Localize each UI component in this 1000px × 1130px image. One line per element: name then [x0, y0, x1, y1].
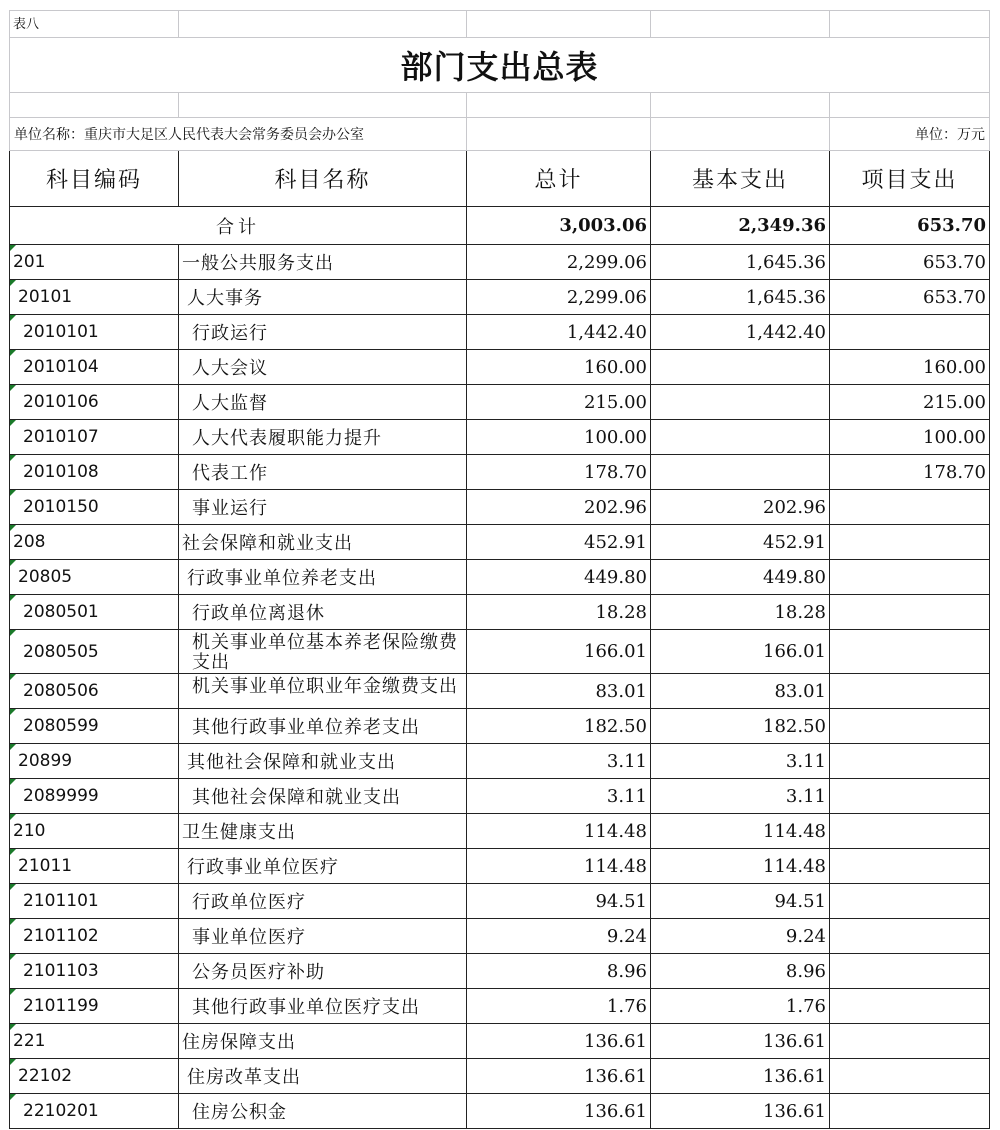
cell-code: 2010106	[10, 385, 179, 420]
table-row	[10, 560, 990, 595]
cell-total: 202.96	[467, 490, 651, 525]
cell-basic: 3.11	[651, 744, 830, 779]
cell-code: 2010107	[10, 420, 179, 455]
table-row	[10, 350, 990, 385]
cell-code: 2010101	[10, 315, 179, 350]
table-row	[10, 595, 990, 630]
total-basic: 2,349.36	[651, 207, 830, 245]
header-code: 科目编码	[10, 151, 179, 207]
cell-code: 21011	[10, 849, 179, 884]
cell-project	[830, 1094, 990, 1129]
cell-name: 住房保障支出	[179, 1024, 467, 1059]
cell-name: 住房改革支出	[179, 1059, 467, 1094]
table-row	[10, 385, 990, 420]
table-row	[10, 1059, 990, 1094]
total-label: 合计	[10, 207, 467, 245]
cell-basic	[651, 455, 830, 490]
table-row	[10, 1024, 990, 1059]
table-row	[10, 420, 990, 455]
cell-name: 机关事业单位职业年金缴费支出	[179, 674, 467, 709]
table-row	[10, 744, 990, 779]
cell-project	[830, 884, 990, 919]
cell-total: 449.80	[467, 560, 651, 595]
cell-basic: 202.96	[651, 490, 830, 525]
cell-project: 215.00	[830, 385, 990, 420]
cell-total: 1.76	[467, 989, 651, 1024]
cell-code: 20101	[10, 280, 179, 315]
cell-total: 3.11	[467, 744, 651, 779]
cell-project	[830, 1024, 990, 1059]
cell-project: 160.00	[830, 350, 990, 385]
unit-name: 单位名称：重庆市大足区人民代表大会常务委员会办公室	[10, 118, 467, 151]
cell-code: 2010150	[10, 490, 179, 525]
cell-project	[830, 814, 990, 849]
cell-total: 114.48	[467, 849, 651, 884]
cell-name: 人大会议	[179, 350, 467, 385]
cell-basic: 449.80	[651, 560, 830, 595]
cell-project	[830, 744, 990, 779]
cell-total: 182.50	[467, 709, 651, 744]
cell-total: 83.01	[467, 674, 651, 709]
cell-name: 人大监督	[179, 385, 467, 420]
cell-code: 2210201	[10, 1094, 179, 1129]
cell-total: 2,299.06	[467, 245, 651, 280]
header-total: 总计	[467, 151, 651, 207]
cell-total: 160.00	[467, 350, 651, 385]
table-row	[10, 779, 990, 814]
cell-project	[830, 989, 990, 1024]
table-row	[10, 919, 990, 954]
cell-project	[830, 560, 990, 595]
cell-name: 人大代表履职能力提升	[179, 420, 467, 455]
cell-name: 住房公积金	[179, 1094, 467, 1129]
cell-code: 2080505	[10, 630, 179, 674]
cell-project: 178.70	[830, 455, 990, 490]
total-project: 653.70	[830, 207, 990, 245]
page-title: 部门支出总表	[10, 38, 990, 93]
cell-project	[830, 709, 990, 744]
cell-code: 221	[10, 1024, 179, 1059]
table-row	[10, 630, 990, 674]
cell-code: 2101101	[10, 884, 179, 919]
cell-code: 20805	[10, 560, 179, 595]
cell-code: 2101199	[10, 989, 179, 1024]
table-row	[10, 989, 990, 1024]
cell-project	[830, 954, 990, 989]
cell-basic: 3.11	[651, 779, 830, 814]
cell-total: 215.00	[467, 385, 651, 420]
cell-name: 行政单位医疗	[179, 884, 467, 919]
table-row	[10, 525, 990, 560]
total-row	[10, 207, 990, 245]
table-row	[10, 709, 990, 744]
cell-total: 136.61	[467, 1094, 651, 1129]
cell-total: 136.61	[467, 1059, 651, 1094]
cell-basic: 1,645.36	[651, 280, 830, 315]
cell-project: 653.70	[830, 280, 990, 315]
cell-name: 代表工作	[179, 455, 467, 490]
cell-project	[830, 674, 990, 709]
cell-project	[830, 779, 990, 814]
unit-label: 单位：万元	[830, 118, 990, 151]
table-row	[10, 954, 990, 989]
cell-name: 其他社会保障和就业支出	[179, 744, 467, 779]
header-name: 科目名称	[179, 151, 467, 207]
cell-code: 2101103	[10, 954, 179, 989]
sheet-tag: 表八	[10, 11, 179, 38]
cell-basic: 1.76	[651, 989, 830, 1024]
cell-code: 2080506	[10, 674, 179, 709]
total-total: 3,003.06	[467, 207, 651, 245]
cell-basic: 1,645.36	[651, 245, 830, 280]
cell-basic: 94.51	[651, 884, 830, 919]
cell-basic: 136.61	[651, 1094, 830, 1129]
cell-code: 2080599	[10, 709, 179, 744]
table-row	[10, 280, 990, 315]
cell-total: 114.48	[467, 814, 651, 849]
table-row	[10, 245, 990, 280]
cell-basic	[651, 385, 830, 420]
cell-basic: 166.01	[651, 630, 830, 674]
cell-basic: 8.96	[651, 954, 830, 989]
cell-total: 2,299.06	[467, 280, 651, 315]
cell-project	[830, 490, 990, 525]
cell-basic	[651, 350, 830, 385]
cell-project	[830, 1059, 990, 1094]
cell-name: 事业单位医疗	[179, 919, 467, 954]
cell-total: 100.00	[467, 420, 651, 455]
cell-total: 452.91	[467, 525, 651, 560]
header-project: 项目支出	[830, 151, 990, 207]
cell-name: 行政事业单位医疗	[179, 849, 467, 884]
cell-name: 社会保障和就业支出	[179, 525, 467, 560]
header-basic: 基本支出	[651, 151, 830, 207]
cell-code: 2080501	[10, 595, 179, 630]
cell-total: 8.96	[467, 954, 651, 989]
cell-basic: 182.50	[651, 709, 830, 744]
cell-basic	[651, 420, 830, 455]
table-row	[10, 814, 990, 849]
cell-project	[830, 525, 990, 560]
table-row	[10, 1094, 990, 1129]
cell-basic: 114.48	[651, 849, 830, 884]
cell-basic: 9.24	[651, 919, 830, 954]
cell-name: 机关事业单位基本养老保险缴费支出	[179, 630, 467, 674]
table-row	[10, 849, 990, 884]
cell-code: 2089999	[10, 779, 179, 814]
cell-name: 行政事业单位养老支出	[179, 560, 467, 595]
cell-code: 208	[10, 525, 179, 560]
cell-basic: 114.48	[651, 814, 830, 849]
cell-project	[830, 919, 990, 954]
cell-name: 卫生健康支出	[179, 814, 467, 849]
cell-code: 2010108	[10, 455, 179, 490]
table-row	[10, 455, 990, 490]
cell-total: 18.28	[467, 595, 651, 630]
cell-basic: 18.28	[651, 595, 830, 630]
cell-total: 178.70	[467, 455, 651, 490]
cell-total: 166.01	[467, 630, 651, 674]
table-row	[10, 490, 990, 525]
cell-project: 653.70	[830, 245, 990, 280]
table-row	[10, 884, 990, 919]
cell-project	[830, 849, 990, 884]
cell-name: 一般公共服务支出	[179, 245, 467, 280]
table-row	[10, 674, 990, 709]
expenditure-table	[9, 10, 990, 1129]
cell-name: 公务员医疗补助	[179, 954, 467, 989]
cell-basic: 136.61	[651, 1059, 830, 1094]
cell-basic: 452.91	[651, 525, 830, 560]
cell-project	[830, 315, 990, 350]
cell-code: 22102	[10, 1059, 179, 1094]
cell-project: 100.00	[830, 420, 990, 455]
cell-name: 其他行政事业单位养老支出	[179, 709, 467, 744]
cell-code: 2101102	[10, 919, 179, 954]
cell-name: 事业运行	[179, 490, 467, 525]
cell-total: 94.51	[467, 884, 651, 919]
cell-code: 2010104	[10, 350, 179, 385]
cell-total: 1,442.40	[467, 315, 651, 350]
cell-project	[830, 595, 990, 630]
cell-basic: 83.01	[651, 674, 830, 709]
cell-total: 3.11	[467, 779, 651, 814]
cell-basic: 1,442.40	[651, 315, 830, 350]
cell-name: 其他行政事业单位医疗支出	[179, 989, 467, 1024]
cell-total: 9.24	[467, 919, 651, 954]
cell-code: 20899	[10, 744, 179, 779]
cell-name: 行政运行	[179, 315, 467, 350]
cell-code: 201	[10, 245, 179, 280]
cell-name: 其他社会保障和就业支出	[179, 779, 467, 814]
table-row	[10, 315, 990, 350]
cell-basic: 136.61	[651, 1024, 830, 1059]
cell-project	[830, 630, 990, 674]
cell-total: 136.61	[467, 1024, 651, 1059]
cell-name: 人大事务	[179, 280, 467, 315]
cell-name: 行政单位离退休	[179, 595, 467, 630]
cell-code: 210	[10, 814, 179, 849]
